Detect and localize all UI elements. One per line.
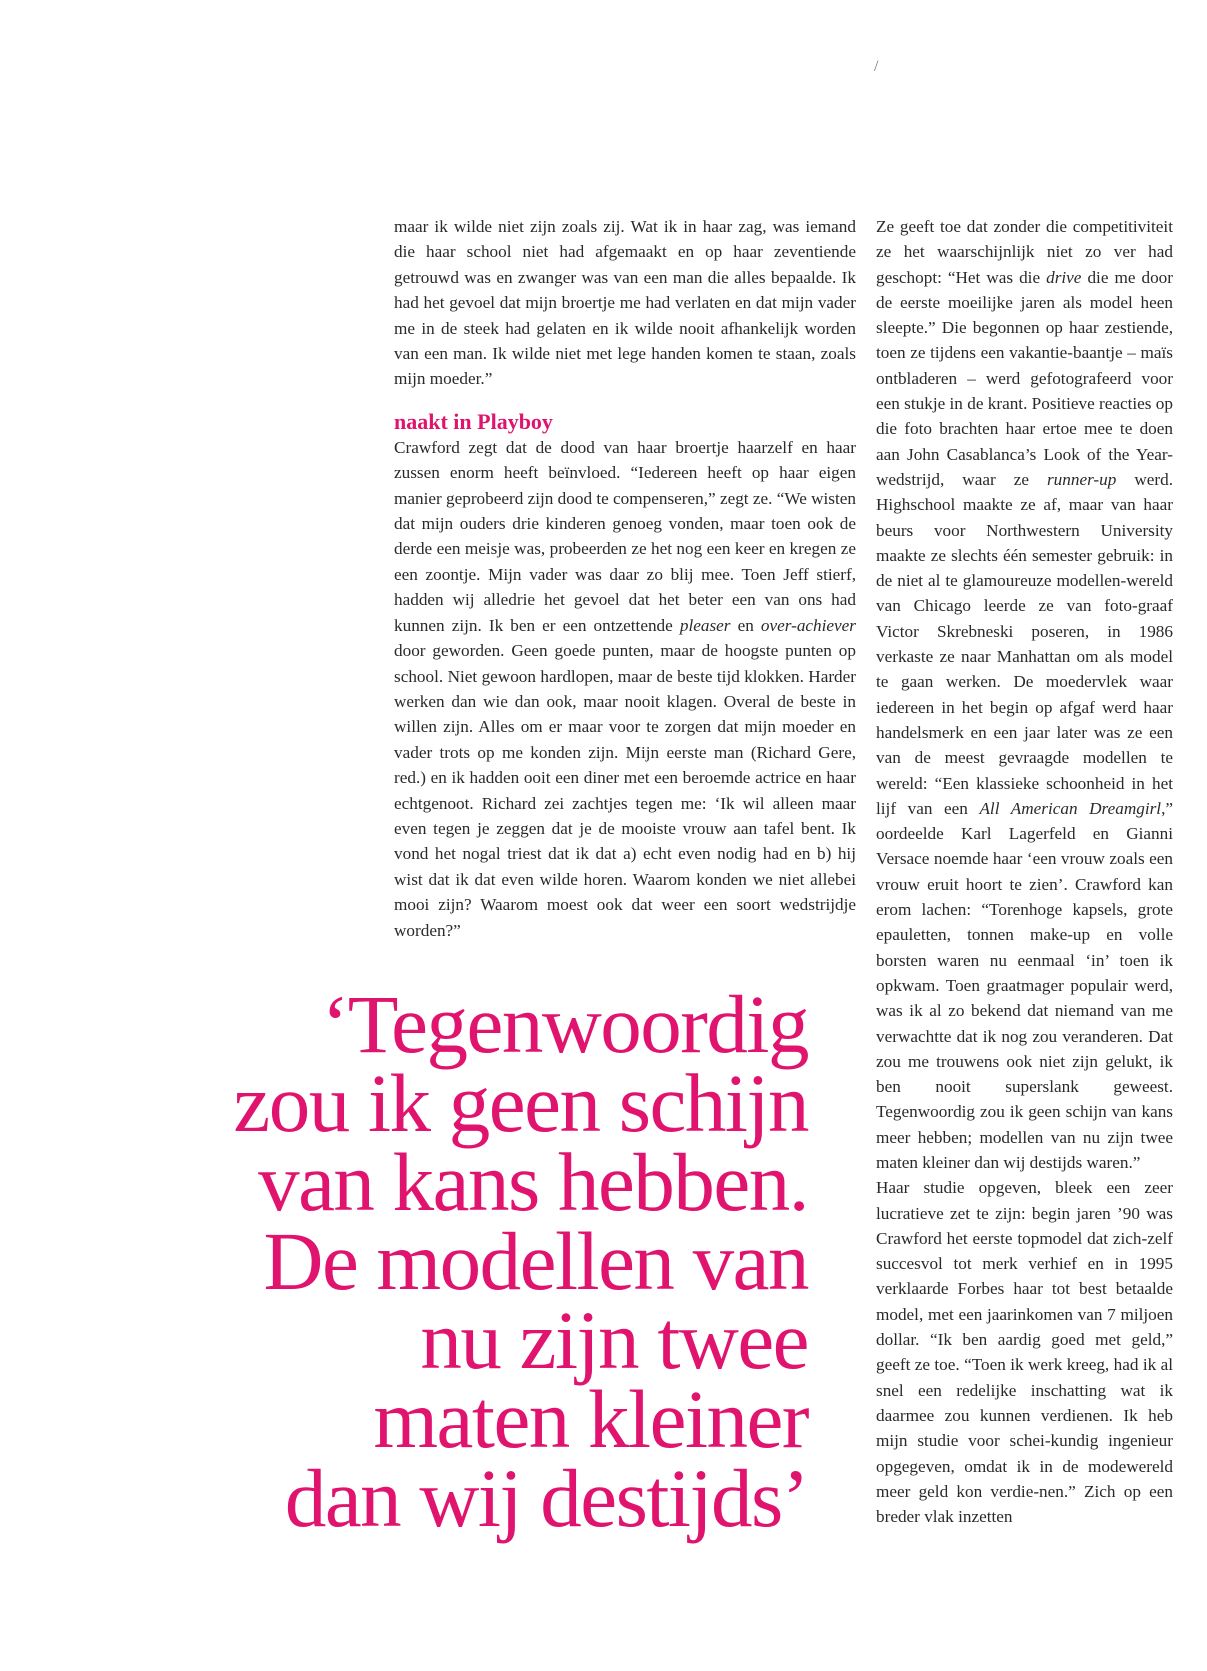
body-text: die me door de eerste moeilijke jaren als model heen sleepte.” Die begonnen op haar zestiende, toen ze tijdens een vakantie-baantje – maïs ontbladeren – werd gefotografeerd voor een stukje in de krant. Positieve reacties op die foto brachten haar ertoe mee te doen aan John Casablanca’s Look of the Year-wedstrijd, waar ze	[876, 267, 1173, 489]
emphasis-over-achiever: over-achiever	[760, 615, 856, 635]
emphasis-drive: drive	[1046, 267, 1082, 287]
pull-quote-line: dan wij destijds’	[284, 1452, 808, 1544]
corner-mark: /	[874, 58, 879, 75]
pull-quote	[60, 978, 808, 1544]
pull-quote-line: maten kleiner	[373, 1373, 808, 1465]
body-text: en	[730, 615, 761, 635]
emphasis-dreamgirl: All American Dreamgirl	[979, 798, 1162, 818]
section-subheading: naakt in Playboy	[394, 408, 553, 434]
intro-paragraph: maar ik wilde niet zijn zoals zij. Wat ik in haar zag, was iemand die haar school niet had afgemaakt en op haar zeventiende getrouwd was en zwanger was van een man die alles bepaalde. Ik had het gevoel dat mijn broertje me had verlaten en dat mijn vader me in de steek had gelaten en ik wilde nooit afhankelijk worden van een man. Ik wilde niet met lege handen komen te staan, zoals mijn moeder.”	[394, 217, 856, 389]
body-paragraph	[394, 435, 856, 943]
body-text: werd. Highschool maakte ze af, maar van haar beurs voor Northwestern University maakte ze slechts één semester gebruik: in de niet al te glamoureuze modellen-wereld van Chicago leerde ze van foto-graaf Victor Skrebneski poseren, in 1986 verkaste ze naar Manhattan om als model te gaan werken. De moedervlek waar iedereen in het begin op afgaf werd haar handelsmerk en een jaar later was ze een van de meest gevraagde modellen te wereld: “Een klassieke schoonheid in het lijf van een	[876, 469, 1173, 818]
emphasis-pleaser: pleaser	[679, 615, 731, 635]
body-text: ,” oordeelde Karl Lagerfeld en Gianni Versace noemde haar ‘een vrouw zoals een vrouw eruit hoort te zien’. Crawford kan erom lachen: “Torenhoge kapsels, grote epauletten, tonnen make-up en volle borsten waren nu eenmaal ‘in’ toen ik opkwam. Toen graatmager populair werd, was ik al zo bekend dat niemand van me verwachtte dat ik nog zou veranderen. Dat zou me trouwens ook niet zijn gelukt, ik ben nooit superslank geweest. Tegenwoordig zou ik geen schijn van kans meer hebben; modellen van nu zijn twee maten kleiner dan wij destijds waren.”	[876, 798, 1174, 1172]
body-paragraph: Haar studie opgeven, bleek een zeer lucratieve zet te zijn: begin jaren ’90 was Crawford het eerste topmodel dat zich-zelf succesvol tot merk verhief en in 1995 verklaarde Forbes haar tot best betaalde model, met een jaarinkomen van 7 miljoen dollar. “Ik ben aardig goed met geld,” geeft ze toe. “Toen ik werk kreeg, had ik al snel een redelijke inschatting wat ik daarmee zou kunnen verdienen. Ik heb mijn studie voor schei-kundig ingenieur opgegeven, omdat ik in de modewereld meer geld kon verdie-nen.” Zich op een breder vlak inzetten	[876, 1178, 1173, 1527]
pull-quote-line: De modellen van	[263, 1215, 808, 1307]
article-column-right	[876, 214, 1173, 1529]
pull-quote-line: ‘Tegenwoordig	[321, 978, 808, 1070]
pull-quote-line: van kans hebben.	[258, 1136, 808, 1228]
body-text: Crawford zegt dat de dood van haar broertje haarzelf en haar zussen enorm heeft beïnvloed. “Iedereen heeft op haar eigen manier geprobeerd zijn dood te compenseren,” zegt ze. “We wisten dat mijn ouders drie kinderen genoeg vonden, maar toen ook de derde een meisje was, probeerden ze het nog een keer en kregen ze een zoontje. Mijn vader was daar zo blij mee. Toen Jeff stierf, hadden wij alledrie het gevoel dat het beter een van ons had kunnen zijn. Ik ben er een ontzettende	[394, 437, 856, 635]
body-paragraph	[876, 214, 1173, 1175]
pull-quote-line: nu zijn twee	[420, 1294, 808, 1386]
body-text: Ze geeft toe dat zonder die competitiviteit ze het waarschijnlijk niet zo ver had geschopt: “Het was die	[876, 217, 1173, 287]
article-column-middle	[394, 214, 856, 943]
emphasis-runner-up: runner-up	[1046, 469, 1117, 489]
pull-quote-line: zou ik geen schijn	[233, 1057, 808, 1149]
body-text: door geworden. Geen goede punten, maar de hoogste punten op school. Niet gewoon hardlopen, maar de beste tijd klokken. Harder werken dan wie dan ook, maar nooit klagen. Overal de beste in willen zijn. Alles om er maar voor te zorgen dat mijn moeder en vader trots op me konden zijn. Mijn eerste man (Richard Gere, red.) en ik hadden ooit een diner met een beroemde actrice en haar echtgenoot. Richard zei zachtjes tegen me: ‘Ik wil alleen maar even tegen je zeggen dat je de mooiste vrouw aan tafel bent. Ik vond het nogal triest dat ik dat a) echt even nodig had en b) hij wist dat ik dat even wilde horen. Waarom konden we niet allebei mooi zijn? Waarom moest ook dat weer een soort wedstrijdje worden?”	[394, 641, 856, 940]
